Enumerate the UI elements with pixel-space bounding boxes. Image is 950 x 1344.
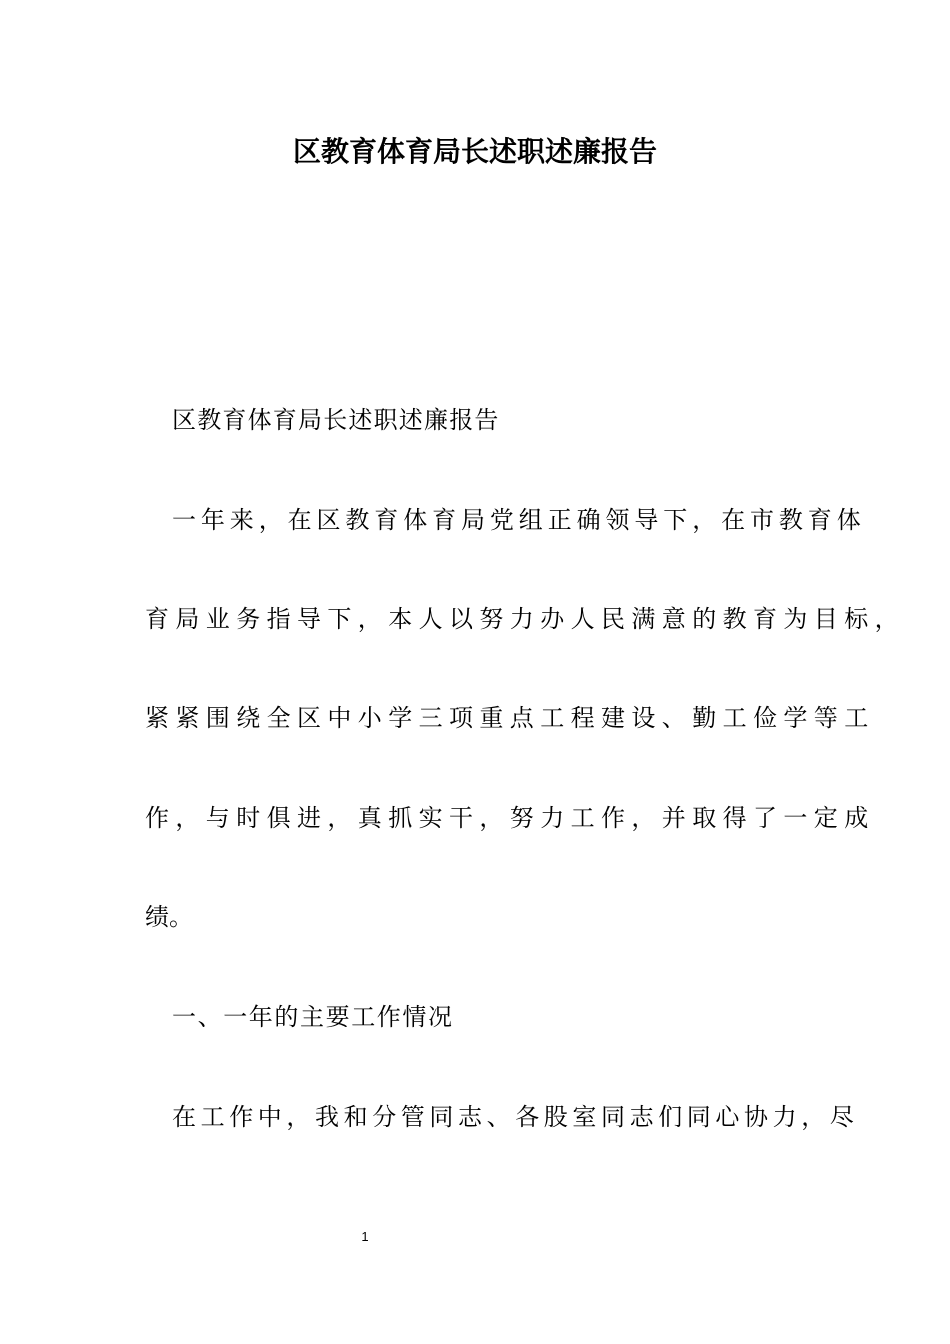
paragraph-line: 在工作中，我和分管同志、各股室同志们同心协力，尽 — [172, 1103, 859, 1131]
section-heading: 一、一年的主要工作情况 — [172, 1003, 454, 1031]
paragraph-line: 一年来，在区教育体育局党组正确领导下，在市教育体 — [172, 506, 866, 534]
document-subtitle: 区教育体育局长述职述廉报告 — [172, 406, 500, 434]
paragraph-line: 紧紧围绕全区中小学三项重点工程建设、勤工俭学等工 — [145, 704, 875, 732]
page-title: 区教育体育局长述职述廉报告 — [292, 135, 657, 168]
page-number: 1 — [361, 1229, 369, 1244]
paragraph-line: 绩。 — [145, 903, 193, 931]
paragraph-line: 作，与时俱进，真抓实干，努力工作，并取得了一定成 — [145, 804, 875, 832]
paragraph-line: 育局业务指导下，本人以努力办人民满意的教育为目标， — [145, 605, 905, 633]
